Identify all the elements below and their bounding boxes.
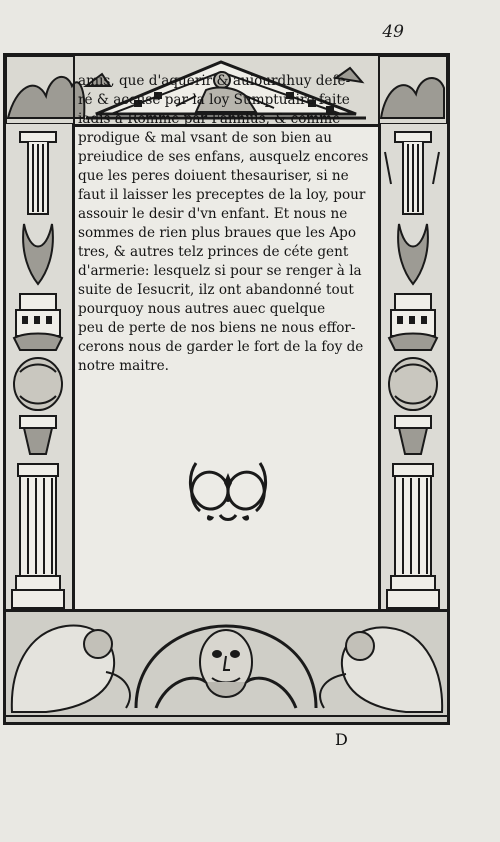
text-line: notre maitre. xyxy=(78,358,169,374)
bottom-border-mask-woodcut xyxy=(6,609,447,722)
fleuron-ornament xyxy=(186,455,270,525)
text-line: faut il laisser les preceptes de la loy, pour xyxy=(78,187,366,203)
interlace-ornament-icon xyxy=(186,455,270,525)
text-line: pourquoy nous autres auec quelque xyxy=(78,301,326,317)
body-text-block xyxy=(78,72,378,376)
text-line: prodigue & mal vsant de son bien au xyxy=(78,130,332,146)
text-line: que les peres doiuent thesauriser, si ne xyxy=(78,168,349,184)
text-line: ré & accusé par la loy Sumptuaire faite xyxy=(78,92,350,108)
text-line: cerons nous de garder le fort de la foy de xyxy=(78,339,364,355)
show-through-shadow xyxy=(255,438,475,608)
gathering-signature: D xyxy=(335,730,348,749)
page-number: 49 xyxy=(382,22,404,42)
left-candelabrum-illustration xyxy=(6,124,69,615)
text-line: sommes de rien plus braues que les Apo xyxy=(78,225,357,241)
grotesque-mask-illustration xyxy=(6,612,447,722)
text-line: iadis à Romme par Fannius, & comme xyxy=(78,111,341,127)
text-line: tres, & autres telz princes de céte gent xyxy=(78,244,349,260)
left-border-column-woodcut xyxy=(6,124,75,615)
text-line: peu de perte de nos biens ne nous effor- xyxy=(78,320,356,336)
text-line: assouir le desir d'vn enfant. Et nous ne xyxy=(78,206,348,222)
text-line: d'armerie: lesquelz si pour se renger à la xyxy=(78,263,362,279)
text-line: suite de Iesucrit, ilz ont abandonné tout xyxy=(78,282,354,298)
text-line: preiudice de ses enfans, ausquelz encores xyxy=(78,149,369,165)
text-line: amis, que d'aquerir & auiourdhuy defe- xyxy=(78,73,351,89)
